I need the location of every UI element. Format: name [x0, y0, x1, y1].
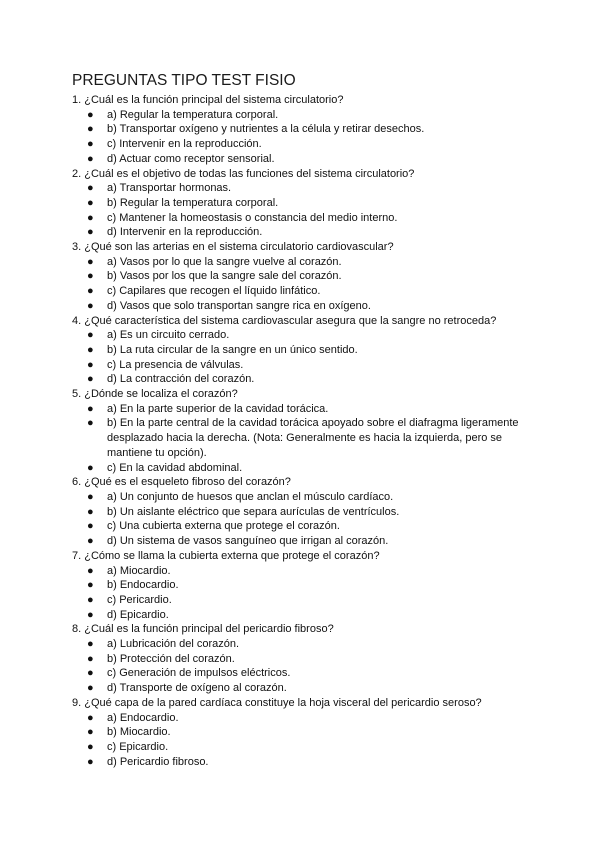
bullet-icon: ● — [87, 196, 94, 209]
option-item — [72, 225, 532, 240]
option-item — [72, 269, 532, 284]
bullet-icon: ● — [87, 711, 94, 724]
option-item — [72, 402, 532, 417]
option-item — [72, 358, 532, 373]
option-item — [72, 755, 532, 770]
option-text: c) Una cubierta externa que protege el corazón. — [107, 520, 340, 533]
option-item — [72, 152, 532, 167]
option-text: a) Miocardio. — [107, 564, 171, 577]
option-item — [72, 211, 532, 226]
option-text: d) Vasos que solo transportan sangre rica en oxígeno. — [107, 299, 371, 312]
option-text: a) Endocardio. — [107, 711, 179, 724]
question-2: 2. ¿Cuál es el objetivo de todas las funciones del sistema circulatorio? — [72, 167, 415, 180]
bullet-icon: ● — [87, 373, 94, 386]
option-item — [72, 608, 532, 623]
option-text: d) Epicardio. — [107, 608, 169, 621]
option-text: b) Endocardio. — [107, 579, 179, 592]
bullet-icon: ● — [87, 461, 94, 474]
bullet-icon: ● — [87, 211, 94, 224]
option-item — [72, 578, 532, 593]
bullet-icon: ● — [87, 638, 94, 651]
bullet-icon: ● — [87, 535, 94, 548]
option-item — [72, 108, 532, 123]
option-text: c) Intervenir en la reproducción. — [107, 138, 262, 151]
option-list — [72, 402, 532, 476]
option-item — [72, 564, 532, 579]
bullet-icon: ● — [87, 579, 94, 592]
option-text: c) Generación de impulsos eléctricos. — [107, 667, 291, 680]
bullet-icon: ● — [87, 505, 94, 518]
option-text: b) Vasos por los que la sangre sale del corazón. — [107, 270, 342, 283]
bullet-icon: ● — [87, 520, 94, 533]
option-text: d) Intervenir en la reproducción. — [107, 226, 263, 239]
option-item — [72, 740, 532, 755]
bullet-icon: ● — [87, 152, 94, 165]
option-list — [72, 637, 532, 696]
page-title: PREGUNTAS TIPO TEST FISIO — [72, 72, 296, 89]
option-text: b) En la parte central de la cavidad torácica apoyado sobre el diafragma ligeramente desplazado hacia la derecha. (Nota: Generalmente es hacia la izquierda, pero se mantiene tu opción). — [107, 417, 519, 459]
option-text: b) Transportar oxígeno y nutrientes a la célula y retirar desechos. — [107, 123, 425, 136]
option-item — [72, 461, 532, 476]
option-text: c) Pericardio. — [107, 593, 172, 606]
option-text: a) Vasos por lo que la sangre vuelve al corazón. — [107, 255, 342, 268]
option-item — [72, 652, 532, 667]
option-item — [72, 681, 532, 696]
option-item — [72, 328, 532, 343]
bullet-icon: ● — [87, 343, 94, 356]
option-list — [72, 328, 532, 387]
bullet-icon: ● — [87, 740, 94, 753]
option-item — [72, 284, 532, 299]
option-text: d) Pericardio fibroso. — [107, 755, 209, 768]
option-item — [72, 181, 532, 196]
option-text: a) En la parte superior de la cavidad torácica. — [107, 402, 329, 415]
bullet-icon: ● — [87, 682, 94, 695]
option-list — [72, 181, 532, 240]
option-text: a) Es un circuito cerrado. — [107, 329, 230, 342]
question-3: 3. ¿Qué son las arterias en el sistema circulatorio cardiovascular? — [72, 241, 394, 254]
bullet-icon: ● — [87, 255, 94, 268]
option-item — [72, 593, 532, 608]
bullet-icon: ● — [87, 652, 94, 665]
option-text: c) La presencia de válvulas. — [107, 358, 244, 371]
option-list — [72, 564, 532, 623]
bullet-icon: ● — [87, 358, 94, 371]
question-1: 1. ¿Cuál es la función principal del sistema circulatorio? — [72, 94, 344, 106]
option-item — [72, 505, 532, 520]
option-text: a) Regular la temperatura corporal. — [107, 108, 279, 121]
option-text: d) Actuar como receptor sensorial. — [107, 152, 275, 165]
option-item — [72, 490, 532, 505]
option-text: b) Miocardio. — [107, 726, 171, 739]
bullet-icon: ● — [87, 564, 94, 577]
bullet-icon: ● — [87, 138, 94, 151]
bullet-icon: ● — [87, 755, 94, 768]
option-item — [72, 255, 532, 270]
bullet-icon: ● — [87, 608, 94, 621]
option-item — [72, 711, 532, 726]
question-4: 4. ¿Qué característica del sistema cardiovascular asegura que la sangre no retroceda? — [72, 314, 497, 327]
question-list — [72, 93, 532, 769]
bullet-icon: ● — [87, 226, 94, 239]
option-text: c) Capilares que recogen el líquido linfático. — [107, 285, 321, 298]
bullet-icon: ● — [87, 285, 94, 298]
option-list — [72, 108, 532, 167]
option-item — [72, 519, 532, 534]
document-page — [72, 70, 532, 769]
bullet-icon: ● — [87, 270, 94, 283]
option-item — [72, 725, 532, 740]
option-item — [72, 122, 532, 137]
option-item — [72, 416, 532, 460]
bullet-icon: ● — [87, 329, 94, 342]
bullet-icon: ● — [87, 490, 94, 503]
option-item — [72, 666, 532, 681]
option-text: b) La ruta circular de la sangre en un único sentido. — [107, 343, 358, 356]
bullet-icon: ● — [87, 726, 94, 739]
option-item — [72, 299, 532, 314]
bullet-icon: ● — [87, 593, 94, 606]
option-list — [72, 711, 532, 770]
option-item — [72, 137, 532, 152]
bullet-icon: ● — [87, 299, 94, 312]
bullet-icon: ● — [87, 667, 94, 680]
option-item — [72, 196, 532, 211]
question-7: 7. ¿Cómo se llama la cubierta externa que protege el corazón? — [72, 549, 380, 562]
option-text: d) Un sistema de vasos sanguíneo que irrigan al corazón. — [107, 535, 389, 548]
option-item — [72, 637, 532, 652]
option-text: b) Protección del corazón. — [107, 652, 235, 665]
bullet-icon: ● — [87, 182, 94, 195]
option-list — [72, 490, 532, 549]
option-item — [72, 343, 532, 358]
option-text: c) En la cavidad abdominal. — [107, 461, 243, 474]
option-text: d) La contracción del corazón. — [107, 373, 255, 386]
option-text: a) Lubricación del corazón. — [107, 638, 240, 651]
option-text: c) Mantener la homeostasis o constancia del medio interno. — [107, 211, 398, 224]
question-8: 8. ¿Cuál es la función principal del pericardio fibroso? — [72, 623, 334, 636]
option-item — [72, 534, 532, 549]
option-text: a) Un conjunto de huesos que anclan el músculo cardíaco. — [107, 490, 394, 503]
bullet-icon: ● — [87, 123, 94, 136]
option-item — [72, 372, 532, 387]
option-list — [72, 255, 532, 314]
option-text: a) Transportar hormonas. — [107, 182, 232, 195]
question-5: 5. ¿Dónde se localiza el corazón? — [72, 388, 238, 401]
bullet-icon: ● — [87, 417, 94, 430]
bullet-icon: ● — [87, 108, 94, 121]
option-text: c) Epicardio. — [107, 740, 169, 753]
question-9: 9. ¿Qué capa de la pared cardíaca constituye la hoja visceral del pericardio seroso? — [72, 696, 482, 709]
bullet-icon: ● — [87, 402, 94, 415]
option-text: b) Regular la temperatura corporal. — [107, 196, 279, 209]
option-text: b) Un aislante eléctrico que separa aurículas de ventrículos. — [107, 505, 400, 518]
option-text: d) Transporte de oxígeno al corazón. — [107, 682, 287, 695]
question-6: 6. ¿Qué es el esqueleto fibroso del corazón? — [72, 476, 291, 489]
